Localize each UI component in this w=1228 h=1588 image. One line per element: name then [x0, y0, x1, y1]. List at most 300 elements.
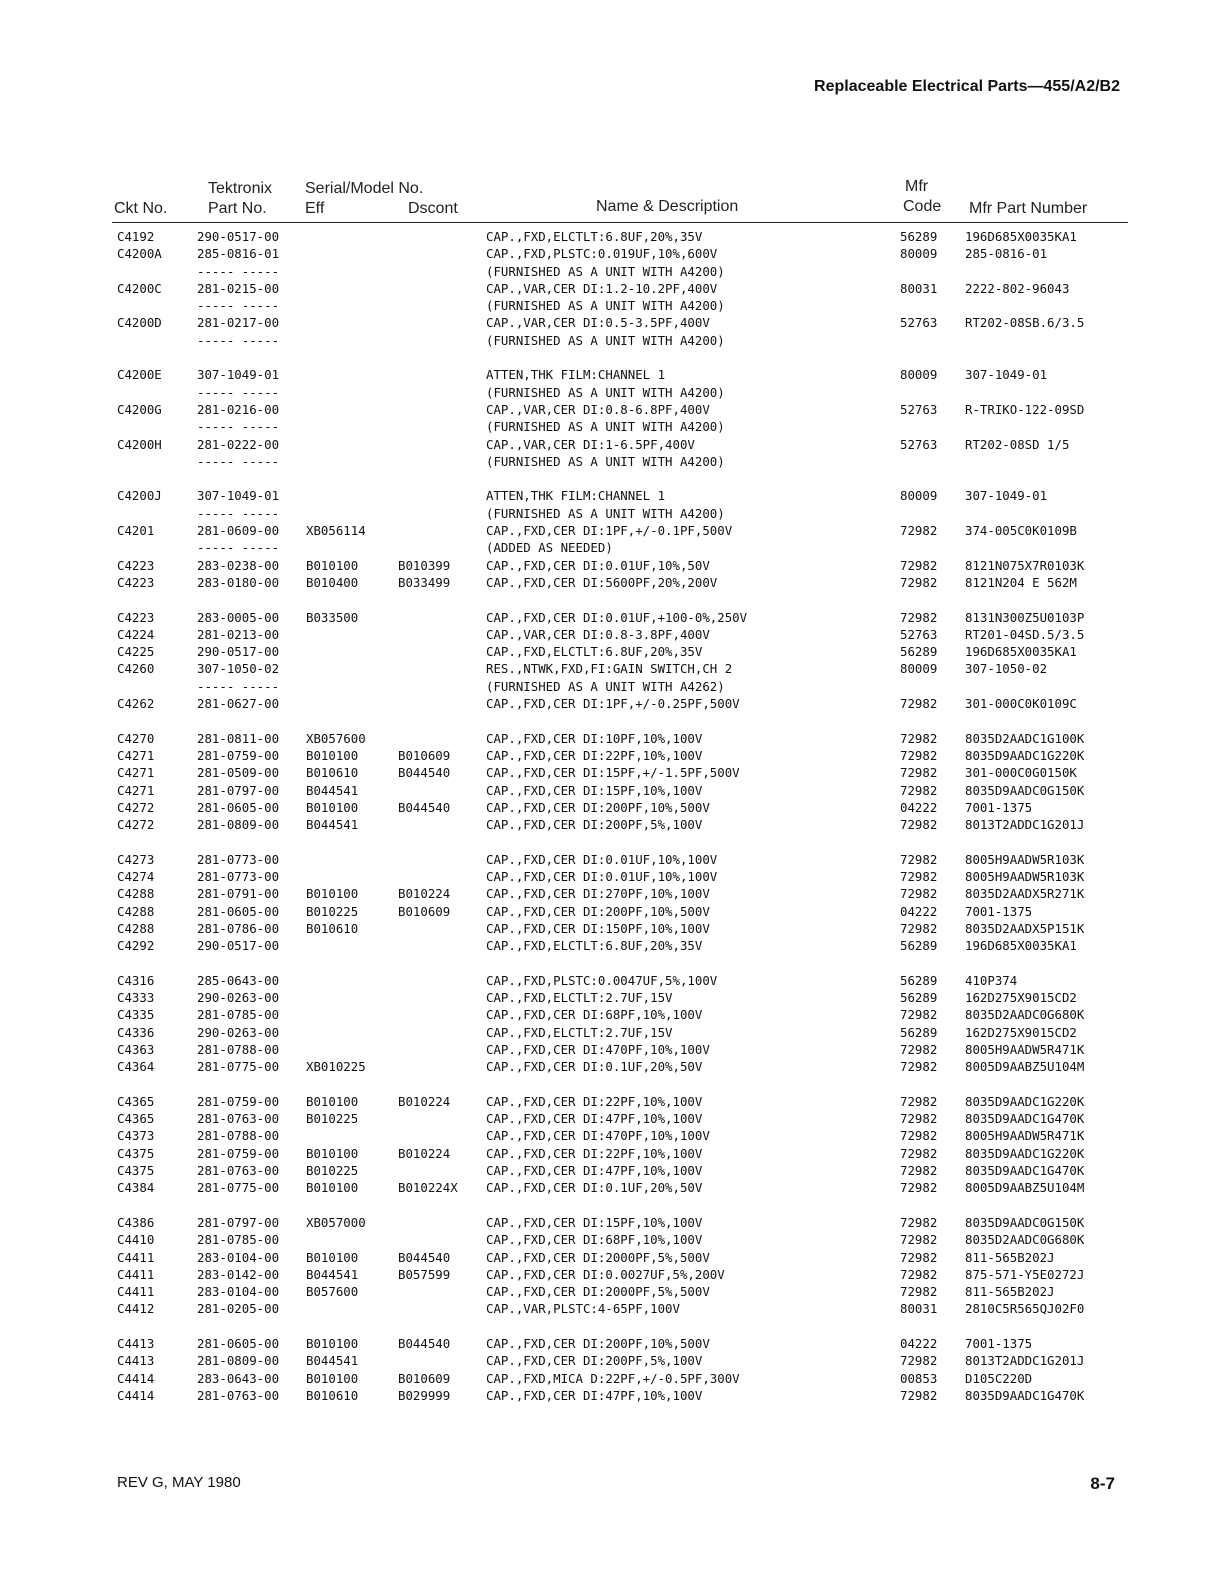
table-row: [0, 1024, 1228, 1041]
mfr-part-number: 8005H9AADW5R103K: [965, 868, 1085, 884]
mfr-code: 72982: [900, 1041, 938, 1057]
ckt-no: C4413: [117, 1336, 155, 1351]
description: ATTEN,THK FILM:CHANNEL 1: [486, 367, 666, 383]
part-no: 281-0759-00: [197, 1093, 280, 1109]
description: CAP.,FXD,CER DI:22PF,10%,100V: [486, 747, 703, 763]
table-row: [0, 1179, 1228, 1196]
ckt-no: C4375: [117, 1163, 155, 1179]
part-no: 281-0775-00: [197, 1059, 280, 1075]
description: CAP.,FXD,MICA D:22PF,+/-0.5PF,300V: [486, 1370, 740, 1386]
description: CAP.,FXD,CER DI:0.01UF,+100-0%,250V: [486, 609, 748, 625]
part-no: 285-0816-01: [197, 246, 280, 262]
table-row: [0, 384, 1228, 401]
table-row: [0, 1300, 1228, 1317]
part-no: 290-0517-00: [197, 229, 280, 244]
description: (FURNISHED AS A UNIT WITH A4200): [486, 419, 725, 435]
mfr-part-number: 8035D2AADC0G680K: [965, 1232, 1085, 1248]
ckt-no: C4273: [117, 851, 155, 867]
mfr-code: 72982: [900, 609, 938, 625]
description: CAP.,FXD,CER DI:1PF,+/-0.1PF,500V: [486, 523, 733, 539]
part-no: ----- -----: [197, 540, 280, 556]
table-row: [0, 816, 1228, 833]
mfr-code: 72982: [900, 782, 938, 798]
description: CAP.,FXD,CER DI:0.0027UF,5%,200V: [486, 1266, 725, 1282]
ckt-no: C4292: [117, 938, 155, 954]
mfr-code: 56289: [900, 990, 938, 1006]
ckt-no: C4201: [117, 523, 155, 539]
description: CAP.,FXD,ELCTLT:2.7UF,15V: [486, 1024, 673, 1040]
part-no: 283-0142-00: [197, 1266, 280, 1282]
description: (FURNISHED AS A UNIT WITH A4200): [486, 332, 725, 348]
mfr-code: 80031: [900, 280, 938, 296]
mfr-code: 04222: [900, 1336, 938, 1351]
mfr-part-number: RT202-08SB.6/3.5: [965, 315, 1085, 331]
description: CAP.,FXD,CER DI:68PF,10%,100V: [486, 1007, 703, 1023]
ckt-no: C4274: [117, 868, 155, 884]
serial-eff: B010100: [306, 1336, 359, 1351]
ckt-no: C4200G: [117, 401, 162, 417]
mfr-part-number: 8121N075X7R0103K: [965, 557, 1085, 573]
mfr-code: 56289: [900, 938, 938, 954]
serial-eff: B010100: [306, 886, 359, 902]
mfr-part-number: 374-005C0K0109B: [965, 523, 1077, 539]
mfr-code: 52763: [900, 436, 938, 452]
part-no: 281-0788-00: [197, 1041, 280, 1057]
ckt-no: C4413: [117, 1353, 155, 1369]
mfr-part-number: 8131N300Z5U0103P: [965, 609, 1085, 625]
row-spacer: [0, 1197, 1228, 1214]
table-row: [0, 574, 1228, 591]
description: CAP.,FXD,CER DI:470PF,10%,100V: [486, 1128, 710, 1144]
mfr-code: 72982: [900, 1387, 938, 1403]
part-no: 283-0104-00: [197, 1284, 280, 1300]
table-row: [0, 453, 1228, 470]
parts-table: [0, 228, 1228, 1404]
ckt-no: C4364: [117, 1059, 155, 1075]
table-row: [0, 1231, 1228, 1248]
ckt-no: C4335: [117, 1007, 155, 1023]
serial-dscont: B044540: [398, 799, 451, 815]
mfr-code: 80009: [900, 246, 938, 262]
table-row: [0, 1058, 1228, 1075]
mfr-code: 72982: [900, 523, 938, 539]
part-no: 285-0643-00: [197, 972, 280, 988]
table-row: [0, 851, 1228, 868]
serial-eff: B044541: [306, 782, 359, 798]
mfr-code: 72982: [900, 557, 938, 573]
table-row: [0, 1335, 1228, 1352]
mfr-part-number: 8035D9AADC1G470K: [965, 1111, 1085, 1127]
col-ckt-no: Ckt No.: [114, 200, 168, 217]
mfr-part-number: 8035D2AADC0G680K: [965, 1007, 1085, 1023]
row-spacer: [0, 954, 1228, 971]
mfr-part-number: 8035D9AADC0G150K: [965, 782, 1085, 798]
mfr-part-number: 8035D9AADC1G470K: [965, 1387, 1085, 1403]
description: CAP.,FXD,CER DI:22PF,10%,100V: [486, 1145, 703, 1161]
table-row: [0, 487, 1228, 504]
ckt-no: C4365: [117, 1093, 155, 1109]
serial-eff: B010100: [306, 799, 359, 815]
description: (FURNISHED AS A UNIT WITH A4262): [486, 678, 725, 694]
part-no: 290-0263-00: [197, 990, 280, 1006]
mfr-part-number: 8013T2ADDC1G201J: [965, 817, 1085, 833]
mfr-code: 72982: [900, 1059, 938, 1075]
ckt-no: C4336: [117, 1024, 155, 1040]
ckt-no: C4200A: [117, 246, 162, 262]
mfr-part-number: RT202-08SD 1/5: [965, 436, 1070, 452]
table-row: [0, 1006, 1228, 1023]
mfr-code: 72982: [900, 1266, 938, 1282]
table-row: [0, 678, 1228, 695]
column-headers: [112, 176, 1128, 223]
serial-eff: B010100: [306, 1370, 359, 1386]
description: CAP.,FXD,PLSTC:0.019UF,10%,600V: [486, 246, 718, 262]
page-header-title: Replaceable Electrical Parts—455/A2/B2: [814, 78, 1120, 95]
description: CAP.,FXD,ELCTLT:6.8UF,20%,35V: [486, 938, 703, 954]
part-no: 281-0763-00: [197, 1111, 280, 1127]
table-row: [0, 366, 1228, 383]
description: CAP.,FXD,CER DI:200PF,10%,500V: [486, 799, 710, 815]
description: ATTEN,THK FILM:CHANNEL 1: [486, 488, 666, 504]
serial-eff: B010100: [306, 1145, 359, 1161]
part-no: ----- -----: [197, 505, 280, 521]
col-mfr-line2: Code: [903, 198, 942, 215]
table-row: [0, 245, 1228, 262]
mfr-part-number: 162D275X9015CD2: [965, 990, 1077, 1006]
serial-dscont: B033499: [398, 574, 451, 590]
table-row: [0, 903, 1228, 920]
part-no: 281-0759-00: [197, 747, 280, 763]
table-row: [0, 332, 1228, 349]
col-dscont: Dscont: [408, 200, 458, 217]
part-no: 281-0786-00: [197, 920, 280, 936]
mfr-part-number: 8013T2ADDC1G201J: [965, 1353, 1085, 1369]
part-no: 281-0791-00: [197, 886, 280, 902]
description: CAP.,FXD,CER DI:0.01UF,10%,50V: [486, 557, 710, 573]
mfr-code: 80031: [900, 1301, 938, 1317]
row-spacer: [0, 470, 1228, 487]
table-row: [0, 730, 1228, 747]
part-no: 307-1050-02: [197, 661, 280, 677]
table-row: [0, 505, 1228, 522]
description: CAP.,FXD,CER DI:47PF,10%,100V: [486, 1387, 703, 1403]
serial-eff: B044541: [306, 1266, 359, 1282]
ckt-no: C4386: [117, 1214, 155, 1230]
description: CAP.,FXD,CER DI:47PF,10%,100V: [486, 1111, 703, 1127]
mfr-code: 72982: [900, 765, 938, 781]
serial-eff: B010610: [306, 920, 359, 936]
mfr-code: 72982: [900, 1232, 938, 1248]
description: CAP.,FXD,CER DI:15PF,10%,100V: [486, 1214, 703, 1230]
ckt-no: C4223: [117, 557, 155, 573]
mfr-part-number: 196D685X0035KA1: [965, 644, 1077, 660]
serial-eff: XB057000: [306, 1214, 366, 1230]
description: CAP.,FXD,CER DI:200PF,10%,500V: [486, 903, 710, 919]
mfr-part-number: 7001-1375: [965, 1336, 1033, 1351]
table-row: [0, 418, 1228, 435]
col-description: Name & Description: [596, 198, 739, 215]
serial-dscont: B029999: [398, 1387, 451, 1403]
description: CAP.,FXD,ELCTLT:6.8UF,20%,35V: [486, 229, 703, 244]
serial-dscont: B010224: [398, 886, 451, 902]
description: CAP.,FXD,CER DI:2000PF,5%,500V: [486, 1284, 710, 1300]
ckt-no: C4411: [117, 1284, 155, 1300]
description: CAP.,VAR,CER DI:1-6.5PF,400V: [486, 436, 695, 452]
description: CAP.,FXD,CER DI:0.01UF,10%,100V: [486, 868, 718, 884]
part-no: 281-0785-00: [197, 1007, 280, 1023]
ckt-no: C4271: [117, 747, 155, 763]
mfr-code: 72982: [900, 1111, 938, 1127]
mfr-code: 72982: [900, 1093, 938, 1109]
ckt-no: C4262: [117, 696, 155, 712]
part-no: 283-0180-00: [197, 574, 280, 590]
mfr-part-number: 8035D9AADC1G470K: [965, 1163, 1085, 1179]
part-no: 281-0509-00: [197, 765, 280, 781]
part-no: 290-0263-00: [197, 1024, 280, 1040]
serial-eff: B010225: [306, 1111, 359, 1127]
mfr-part-number: 811-565B202J: [965, 1284, 1055, 1300]
table-row: [0, 1110, 1228, 1127]
col-tek-line2: Part No.: [208, 200, 267, 217]
mfr-code: 80009: [900, 367, 938, 383]
page-number: 8-7: [1090, 1474, 1115, 1493]
mfr-code: 72982: [900, 1249, 938, 1265]
serial-eff: XB010225: [306, 1059, 366, 1075]
description: (FURNISHED AS A UNIT WITH A4200): [486, 298, 725, 314]
mfr-code: 72982: [900, 1284, 938, 1300]
mfr-part-number: 285-0816-01: [965, 246, 1048, 262]
mfr-code: 52763: [900, 626, 938, 642]
serial-eff: B033500: [306, 609, 359, 625]
part-no: 281-0627-00: [197, 696, 280, 712]
description: CAP.,FXD,CER DI:22PF,10%,100V: [486, 1093, 703, 1109]
mfr-code: 52763: [900, 315, 938, 331]
part-no: 281-0797-00: [197, 782, 280, 798]
table-row: [0, 609, 1228, 626]
mfr-part-number: 162D275X9015CD2: [965, 1024, 1077, 1040]
ckt-no: C4200H: [117, 436, 162, 452]
table-row: [0, 920, 1228, 937]
description: (FURNISHED AS A UNIT WITH A4200): [486, 453, 725, 469]
ckt-no: C4271: [117, 765, 155, 781]
part-no: 281-0205-00: [197, 1301, 280, 1317]
mfr-part-number: 7001-1375: [965, 799, 1033, 815]
serial-eff: B010225: [306, 903, 359, 919]
part-no: 307-1049-01: [197, 367, 280, 383]
table-row: [0, 626, 1228, 643]
table-row: [0, 1370, 1228, 1387]
mfr-code: 56289: [900, 229, 938, 244]
mfr-part-number: 307-1050-02: [965, 661, 1048, 677]
table-row: [0, 522, 1228, 539]
part-no: 281-0759-00: [197, 1145, 280, 1161]
part-no: 281-0605-00: [197, 903, 280, 919]
table-row: [0, 937, 1228, 954]
mfr-part-number: 8035D9AADC1G220K: [965, 747, 1085, 763]
part-no: ----- -----: [197, 419, 280, 435]
serial-eff: B057600: [306, 1284, 359, 1300]
mfr-code: 72982: [900, 851, 938, 867]
table-row: [0, 868, 1228, 885]
table-row: [0, 1283, 1228, 1300]
description: RES.,NTWK,FXD,FI:GAIN SWITCH,CH 2: [486, 661, 733, 677]
col-mfr-part: Mfr Part Number: [969, 200, 1088, 217]
col-serial: Serial/Model No.: [305, 180, 424, 197]
part-no: 281-0775-00: [197, 1180, 280, 1196]
ckt-no: C4411: [117, 1249, 155, 1265]
table-row: [0, 297, 1228, 314]
ckt-no: C4200C: [117, 280, 162, 296]
ckt-no: C4363: [117, 1041, 155, 1057]
mfr-part-number: 2810C5R565QJ02F0: [965, 1301, 1085, 1317]
part-no: 307-1049-01: [197, 488, 280, 504]
part-no: 290-0517-00: [197, 938, 280, 954]
serial-dscont: B010609: [398, 1370, 451, 1386]
mfr-code: 56289: [900, 644, 938, 660]
table-row: [0, 401, 1228, 418]
ckt-no: C4272: [117, 817, 155, 833]
part-no: 281-0605-00: [197, 799, 280, 815]
mfr-code: 72982: [900, 1214, 938, 1230]
description: CAP.,FXD,CER DI:68PF,10%,100V: [486, 1232, 703, 1248]
part-no: 281-0809-00: [197, 1353, 280, 1369]
table-row: [0, 799, 1228, 816]
ckt-no: C4414: [117, 1370, 155, 1386]
part-no: 283-0104-00: [197, 1249, 280, 1265]
table-row: [0, 643, 1228, 660]
ckt-no: C4271: [117, 782, 155, 798]
mfr-code: 72982: [900, 1145, 938, 1161]
mfr-code: 72982: [900, 696, 938, 712]
table-row: [0, 1352, 1228, 1369]
row-spacer: [0, 1318, 1228, 1335]
part-no: 281-0222-00: [197, 436, 280, 452]
mfr-code: 72982: [900, 886, 938, 902]
mfr-part-number: 811-565B202J: [965, 1249, 1055, 1265]
ckt-no: C4412: [117, 1301, 155, 1317]
description: CAP.,FXD,CER DI:15PF,+/-1.5PF,500V: [486, 765, 740, 781]
mfr-part-number: 8005D9AABZ5U104M: [965, 1180, 1085, 1196]
mfr-part-number: 8035D2AADX5R271K: [965, 886, 1085, 902]
part-no: 281-0213-00: [197, 626, 280, 642]
mfr-part-number: 8035D9AADC1G220K: [965, 1093, 1085, 1109]
serial-eff: XB056114: [306, 523, 366, 539]
ckt-no: C4224: [117, 626, 155, 642]
table-row: [0, 764, 1228, 781]
mfr-part-number: 301-000C0G0150K: [965, 765, 1077, 781]
ckt-no: C4270: [117, 730, 155, 746]
table-row: [0, 263, 1228, 280]
ckt-no: C4316: [117, 972, 155, 988]
mfr-code: 72982: [900, 730, 938, 746]
part-no: ----- -----: [197, 332, 280, 348]
mfr-part-number: 8121N204 E 562M: [965, 574, 1077, 590]
ckt-no: C4365: [117, 1111, 155, 1127]
part-no: 281-0217-00: [197, 315, 280, 331]
description: CAP.,FXD,CER DI:5600PF,20%,200V: [486, 574, 718, 590]
serial-dscont: B044540: [398, 1336, 451, 1351]
mfr-part-number: 8005H9AADW5R103K: [965, 851, 1085, 867]
serial-eff: B010100: [306, 557, 359, 573]
description: CAP.,FXD,CER DI:10PF,10%,100V: [486, 730, 703, 746]
mfr-part-number: 2222-802-96043: [965, 280, 1070, 296]
serial-dscont: B010224X: [398, 1180, 458, 1196]
description: CAP.,FXD,CER DI:15PF,10%,100V: [486, 782, 703, 798]
mfr-code: 72982: [900, 1007, 938, 1023]
serial-dscont: B010609: [398, 903, 451, 919]
row-spacer: [0, 1076, 1228, 1093]
description: CAP.,FXD,CER DI:47PF,10%,100V: [486, 1163, 703, 1179]
description: CAP.,FXD,CER DI:270PF,10%,100V: [486, 886, 710, 902]
ckt-no: C4200D: [117, 315, 162, 331]
part-no: 290-0517-00: [197, 644, 280, 660]
mfr-part-number: 8035D2AADX5P151K: [965, 920, 1085, 936]
mfr-part-number: 8035D9AADC1G220K: [965, 1145, 1085, 1161]
mfr-code: 72982: [900, 920, 938, 936]
description: CAP.,VAR,CER DI:1.2-10.2PF,400V: [486, 280, 718, 296]
description: CAP.,VAR,CER DI:0.5-3.5PF,400V: [486, 315, 710, 331]
row-spacer: [0, 712, 1228, 729]
table-row: [0, 972, 1228, 989]
table-row: [0, 557, 1228, 574]
mfr-part-number: 410P374: [965, 972, 1018, 988]
table-row: [0, 782, 1228, 799]
col-tek-line1: Tektronix: [208, 180, 273, 197]
mfr-part-number: D105C220D: [965, 1370, 1033, 1386]
ckt-no: C4384: [117, 1180, 155, 1196]
ckt-no: C4411: [117, 1266, 155, 1282]
part-no: 281-0811-00: [197, 730, 280, 746]
table-row: [0, 695, 1228, 712]
row-spacer: [0, 833, 1228, 850]
mfr-part-number: 875-571-Y5E0272J: [965, 1266, 1085, 1282]
mfr-code: 56289: [900, 972, 938, 988]
serial-eff: B010225: [306, 1163, 359, 1179]
part-no: 281-0797-00: [197, 1214, 280, 1230]
ckt-no: C4200E: [117, 367, 162, 383]
description: CAP.,VAR,CER DI:0.8-3.8PF,400V: [486, 626, 710, 642]
serial-eff: B044541: [306, 1353, 359, 1369]
table-row: [0, 885, 1228, 902]
part-no: ----- -----: [197, 453, 280, 469]
ckt-no: C4373: [117, 1128, 155, 1144]
table-row: [0, 539, 1228, 556]
mfr-part-number: 8005H9AADW5R471K: [965, 1041, 1085, 1057]
serial-dscont: B057599: [398, 1266, 451, 1282]
description: CAP.,FXD,PLSTC:0.0047UF,5%,100V: [486, 972, 718, 988]
serial-dscont: B010224: [398, 1145, 451, 1161]
table-row: [0, 436, 1228, 453]
table-row: [0, 1093, 1228, 1110]
description: CAP.,FXD,ELCTLT:2.7UF,15V: [486, 990, 673, 1006]
mfr-part-number: RT201-04SD.5/3.5: [965, 626, 1085, 642]
ckt-no: C4288: [117, 920, 155, 936]
mfr-code: 80009: [900, 661, 938, 677]
col-mfr-line1: Mfr: [905, 178, 929, 195]
description: CAP.,FXD,CER DI:150PF,10%,100V: [486, 920, 710, 936]
description: CAP.,FXD,CER DI:1PF,+/-0.25PF,500V: [486, 696, 740, 712]
ckt-no: C4333: [117, 990, 155, 1006]
mfr-part-number: 307-1049-01: [965, 367, 1048, 383]
table-row: [0, 660, 1228, 677]
ckt-no: C4223: [117, 574, 155, 590]
description: CAP.,FXD,CER DI:0.1UF,20%,50V: [486, 1059, 703, 1075]
table-row: [0, 314, 1228, 331]
mfr-code: 72982: [900, 1180, 938, 1196]
mfr-part-number: 7001-1375: [965, 903, 1033, 919]
mfr-code: 04222: [900, 799, 938, 815]
description: (FURNISHED AS A UNIT WITH A4200): [486, 384, 725, 400]
